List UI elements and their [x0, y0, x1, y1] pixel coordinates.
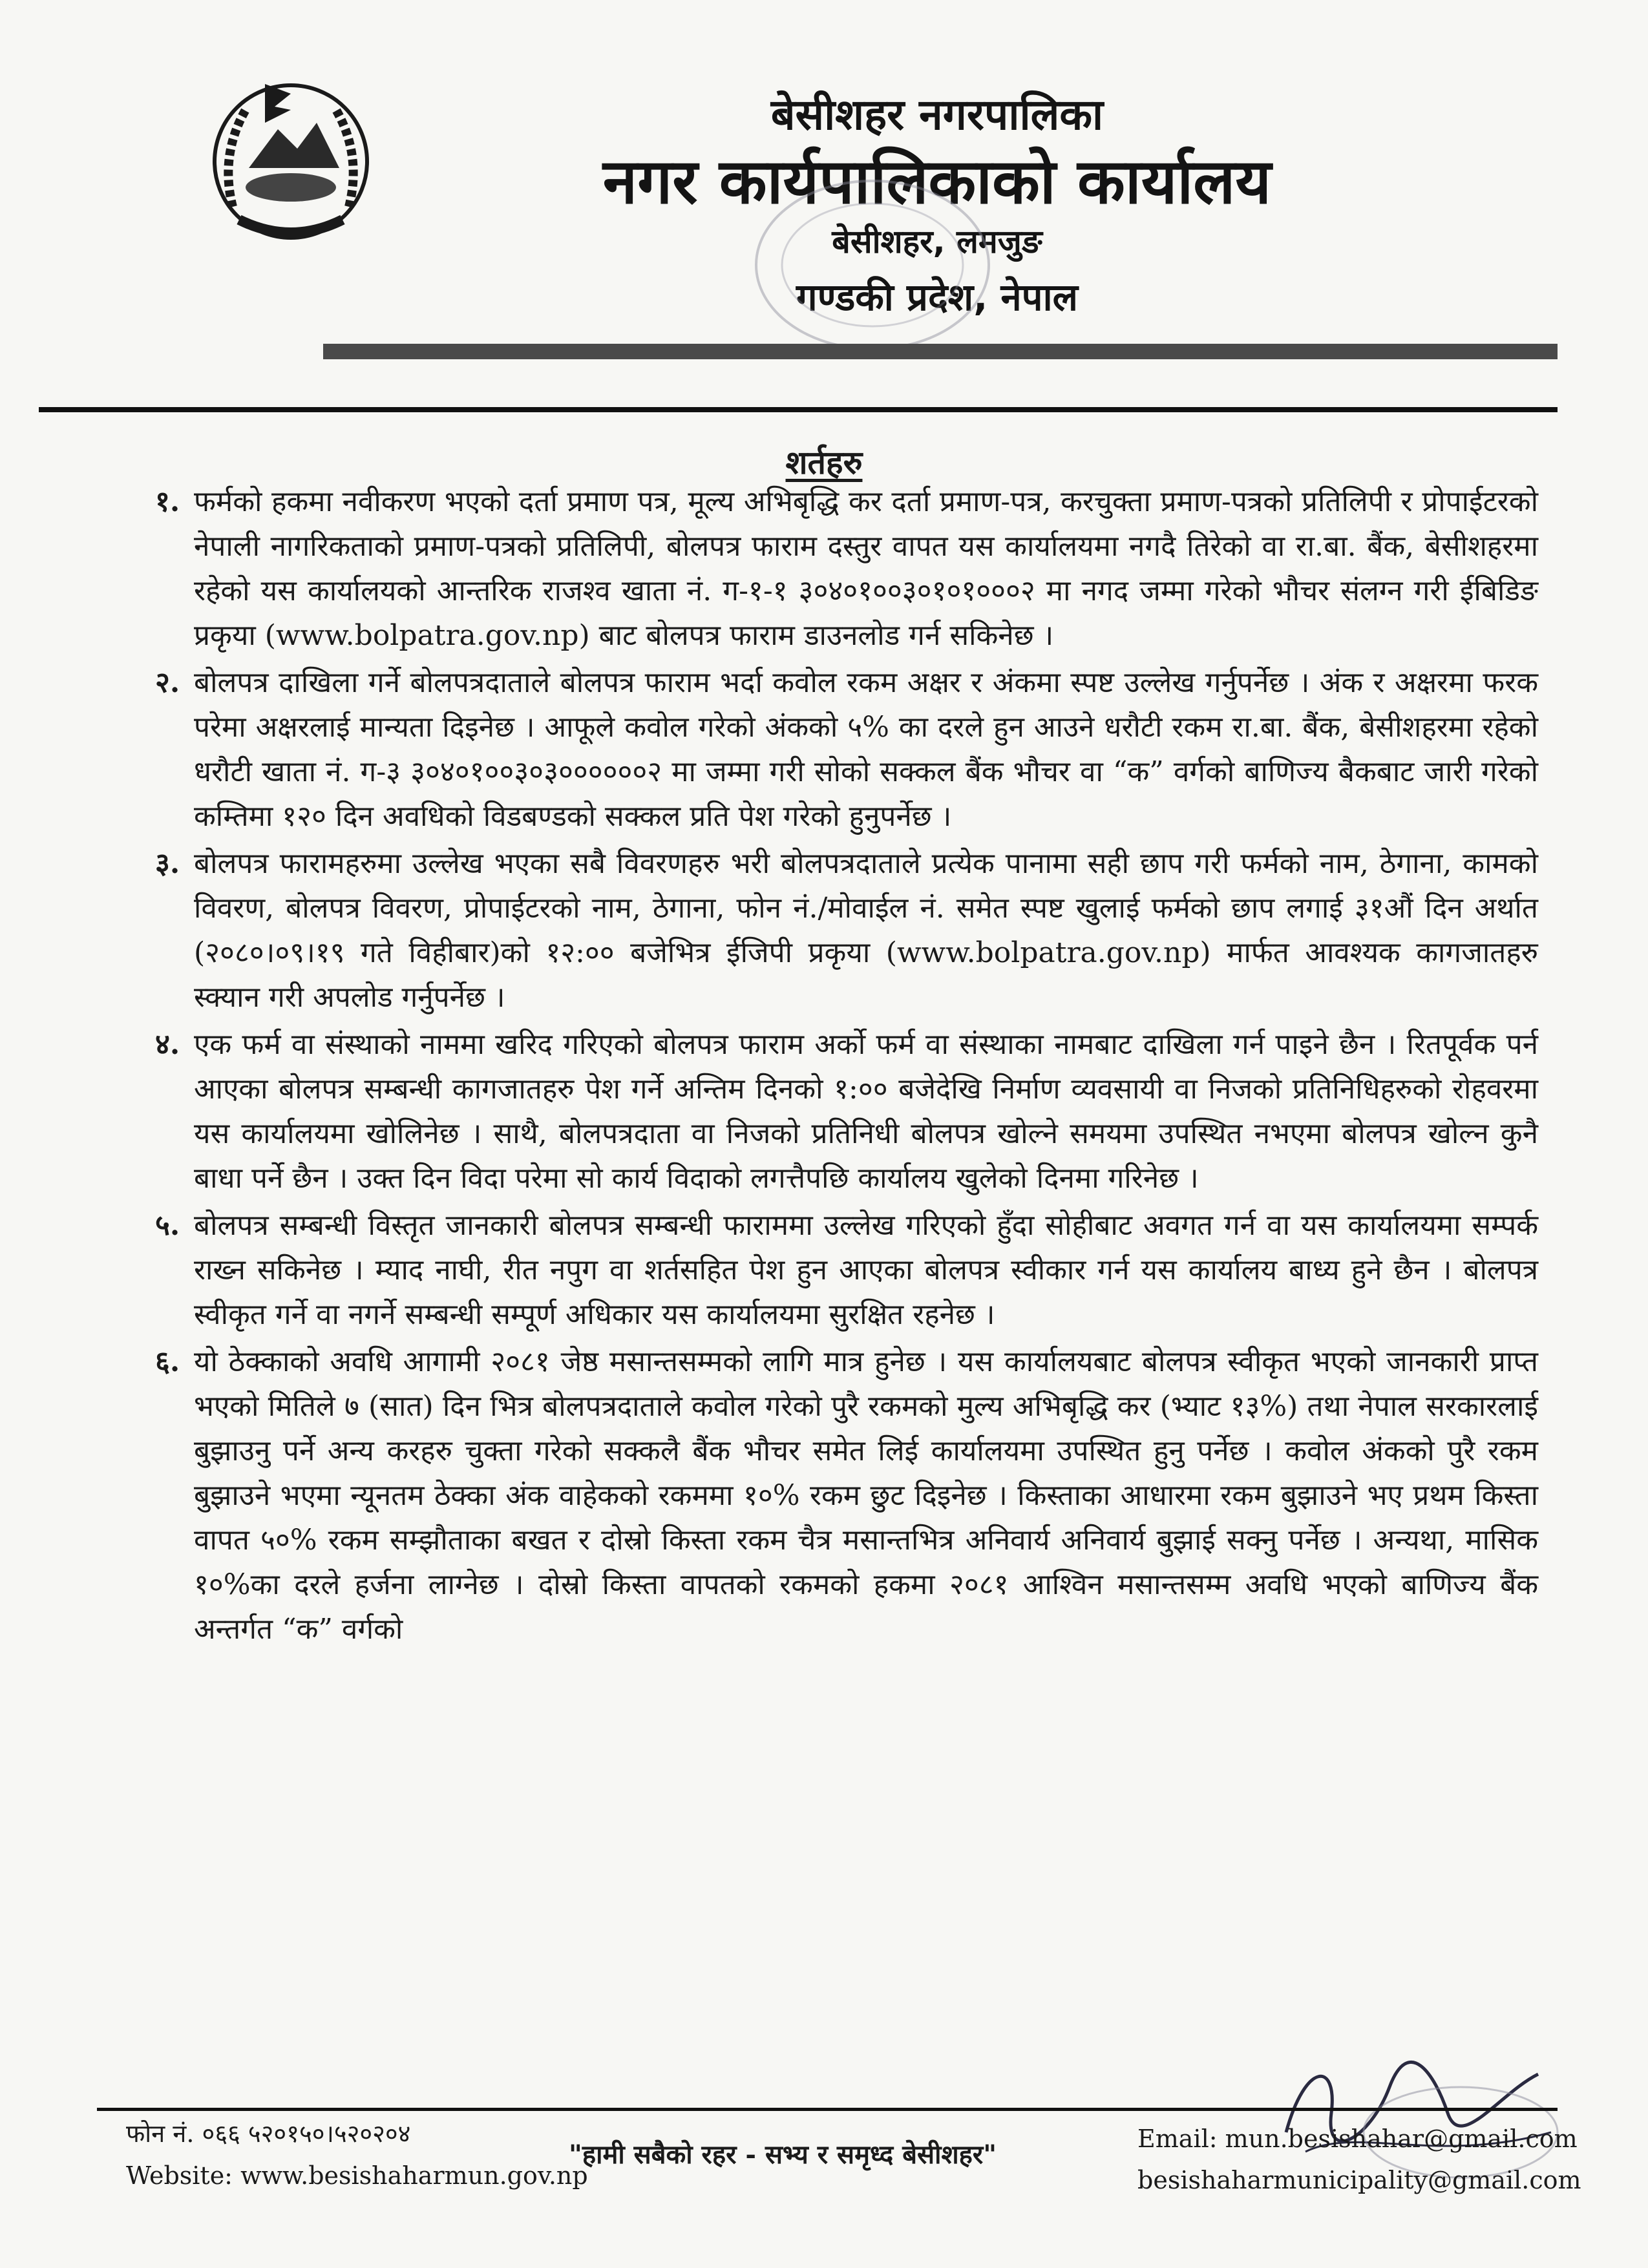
province-country: गण्डकी प्रदेश, नेपाल	[796, 275, 1078, 319]
condition-number: २.	[155, 666, 180, 699]
footer-website[interactable]: Website: www.besishaharmun.gov.np	[126, 2161, 588, 2190]
condition-item	[155, 1022, 1538, 1201]
condition-text: यो ठेक्काको अवधि आगामी २०८१ जेष्ठ मसान्तसम्मको लागि मात्र हुनेछ । यस कार्यालयबाट बोलपत्र स्वीकृत भएको जानकारी प्राप्त भएको मितिले ७ (सात) दिन भित्र बोलपत्रदाताले कवोल गरेको पुरै रकमको मुल्य अभिबृद्धि कर (भ्याट १३%) तथा नेपाल सरकारलाई बुझाउनु पर्ने अन्य करहरु चुक्ता गरेको सक्कलै बैंक भौचर समेत लिई कार्यालयमा उपस्थित हुनु पर्नेछ । कवोल अंकको पुरै रकम बुझाउने भएमा न्यूनतम ठेक्का अंक वाहेकको रकममा १०% रकम छुट दिइनेछ । किस्ताका आधारमा रकम बुझाउने भए प्रथम किस्ता वापत ५०% रकम सम्झौताका बखत र दोस्रो किस्ता रकम चैत्र मसान्तभित्र अनिवार्य अनिवार्य बुझाई सक्नु पर्नेछ । अन्यथा, मासिक १०%का दरले हर्जना लाग्नेछ । दोस्रो किस्ता वापतको रकमको हकमा २०८१ आश्विन मसान्तसम्म अवधि भएको बाणिज्य बैंक अन्तर्गत “क” वर्गको	[194, 1345, 1538, 1646]
office-location: बेसीशहर, लमजुङ	[832, 223, 1042, 260]
condition-text: एक फर्म वा संस्थाको नाममा खरिद गरिएको बोलपत्र फाराम अर्को फर्म वा संस्थाका नामबाट दाखिला गर्न पाइने छैन । रितपूर्वक पर्न आएका बोलपत्र सम्बन्धी कागजातहरु पेश गर्ने अन्तिम दिनको १:०० बजेदेखि निर्माण व्यवसायी वा निजको प्रतिनिधिहरुको रोहवरमा यस कार्यालयमा खोलिनेछ । साथै, बोलपत्रदाता वा निजको प्रतिनिधी बोलपत्र खोल्ने समयमा उपस्थित नभएमा बोलपत्र खोल्न कुनै बाधा पर्ने छैन । उक्त दिन विदा परेमा सो कार्य विदाको लगत्तैपछि कार्यालय खुलेको दिनमा गरिनेछ ।	[194, 1028, 1538, 1195]
footer-slogan: "हामी सबैको रहर - सभ्य र समृध्द बेसीशहर"	[569, 2139, 997, 2170]
municipality-name: बेसीशहर नगरपालिका	[770, 90, 1104, 140]
footer-email-secondary[interactable]: besishaharmunicipality@gmail.com	[1137, 2166, 1581, 2194]
office-stamp	[737, 162, 1008, 368]
footer-phone: फोन नं. ०६६ ५२०१५०।५२०२०४	[126, 2119, 411, 2148]
header-divider	[39, 407, 1558, 412]
section-title: शर्तहरु	[785, 443, 863, 481]
condition-item	[155, 1339, 1538, 1652]
coat-of-arms-emblem-icon	[194, 58, 388, 252]
condition-item	[155, 479, 1538, 658]
condition-text: बोलपत्र सम्बन्धी विस्तृत जानकारी बोलपत्र सम्बन्धी फाराममा उल्लेख गरिएको हुँदा सोहीबाट अवगत गर्न वा यस कार्यालयमा सम्पर्क राख्न सकिनेछ । म्याद नाघी, रीत नपुग वा शर्तसहित पेश हुन आएका बोलपत्र स्वीकार गर्न यस कार्यालय बाध्य हुने छैन । बोलपत्र स्वीकृत गर्ने वा नगर्ने सम्बन्धी सम्पूर्ण अधिकार यस कार्यालयमा सुरक्षित रहनेछ ।	[194, 1209, 1538, 1331]
office-name: नगर कार्यपालिकाको कार्यालय	[602, 145, 1272, 218]
footer-divider	[97, 2108, 1558, 2111]
condition-item	[155, 660, 1538, 839]
condition-item	[155, 841, 1538, 1020]
condition-number: ४.	[155, 1028, 180, 1061]
footer-email[interactable]: Email: mun.besishahar@gmail.com	[1137, 2125, 1578, 2153]
conditions-list	[155, 479, 1538, 1654]
condition-number: ३.	[155, 847, 180, 880]
condition-text: बोलपत्र फारामहरुमा उल्लेख भएका सबै विवरणहरु भरी बोलपत्रदाताले प्रत्येक पानामा सही छाप गरी फर्मको नाम, ठेगाना, कामको विवरण, बोलपत्र विवरण, प्रोपाईटरको नाम, ठेगाना, फोन नं./मोवाईल नं. समेत स्पष्ट खुलाई फर्मको छाप लगाई ३१औं दिन अर्थात (२०८०।०९।१९ गते विहीबार)को १२:०० बजेभित्र ईजिपी प्रकृया (www.bolpatra.gov.np) मार्फत आवश्यक कागजातहरु स्क्यान गरी अपलोड गर्नुपर्नेछ ।	[194, 847, 1538, 1014]
condition-number: ५.	[155, 1209, 180, 1242]
condition-text: फर्मको हकमा नवीकरण भएको दर्ता प्रमाण पत्र, मूल्य अभिबृद्धि कर दर्ता प्रमाण-पत्र, करचुक्ता प्रमाण-पत्रको प्रतिलिपी र प्रोपाईटरको नेपाली नागरिकताको प्रमाण-पत्रको प्रतिलिपी, बोलपत्र फाराम दस्तुर वापत यस कार्यालयमा नगदै तिरेको वा रा.बा. बैंक, बेसीशहरमा रहेको यस कार्यालयको आन्तरिक राजश्व खाता नं. ग-१-१ ३०४०१००३०१०१०००२ मा नगद जम्मा गरेको भौचर संलग्न गरी ईबिडिङ प्रकृया (www.bolpatra.gov.np) बाट बोलपत्र फाराम डाउनलोड गर्न सकिनेछ ।	[194, 485, 1538, 652]
condition-text: बोलपत्र दाखिला गर्ने बोलपत्रदाताले बोलपत्र फाराम भर्दा कवोल रकम अक्षर र अंकमा स्पष्ट उल्लेख गर्नुपर्नेछ । अंक र अक्षरमा फरक परेमा अक्षरलाई मान्यता दिइनेछ । आफूले कवोल गरेको अंकको ५% का दरले हुन आउने धरौटी रकम रा.बा. बैंक, बेसीशहरमा रहेको धरौटी खाता नं. ग-३ ३०४०१००३०३००००००२ मा जम्मा गरी सोको सक्कल बैंक भौचर वा “क” वर्गको बाणिज्य बैकबाट जारी गरेको कम्तिमा १२० दिन अवधिको विडबण्डको सक्कल प्रति पेश गरेको हुनुपर्नेछ ।	[194, 666, 1538, 833]
header-divider-thick	[323, 344, 1558, 359]
condition-item	[155, 1203, 1538, 1337]
condition-number: १.	[155, 485, 180, 518]
condition-number: ६.	[155, 1345, 180, 1378]
